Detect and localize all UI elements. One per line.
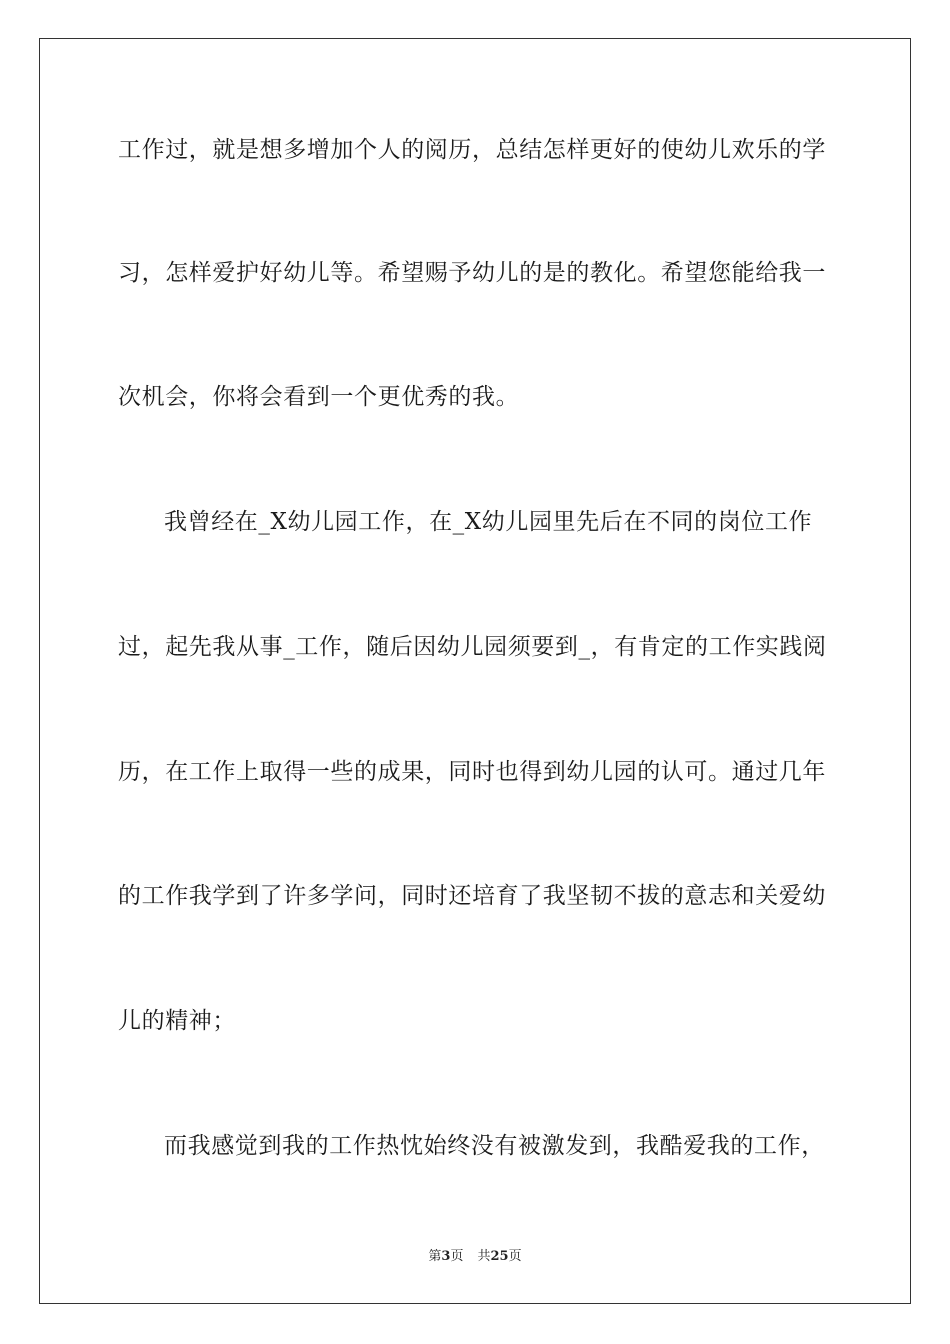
page-footer — [0, 1248, 950, 1266]
total-page-count: 25 — [490, 1249, 509, 1264]
paragraph-line: 的工作我学到了许多学问，同时还培育了我坚韧不拔的意志和关爱幼 — [118, 883, 826, 909]
page-suffix: 页 — [450, 1249, 464, 1264]
paragraph-line: 习，怎样爱护好幼儿等。希望赐予幼儿的是的教化。希望您能给我一 — [118, 260, 826, 286]
total-prefix: 共 — [477, 1249, 491, 1264]
total-suffix: 页 — [508, 1249, 522, 1264]
paragraph-line: 历，在工作上取得一些的成果，同时也得到幼儿园的认可。通过几年 — [118, 759, 826, 785]
paragraph-line: 工作过，就是想多增加个人的阅历，总结怎样更好的使幼儿欢乐的学 — [118, 137, 826, 163]
paragraph-line: 我曾经在_X幼儿园工作，在_X幼儿园里先后在不同的岗位工作 — [164, 509, 813, 535]
paragraph-line: 而我感觉到我的工作热忱始终没有被激发到，我酷爱我的工作， — [164, 1133, 825, 1159]
paragraph-line: 儿的精神； — [118, 1008, 236, 1034]
page-prefix: 第 — [428, 1249, 442, 1264]
paragraph-line: 次机会，你将会看到一个更优秀的我。 — [118, 384, 520, 410]
paragraph-line: 过，起先我从事_工作，随后因幼儿园须要到_，有肯定的工作实践阅 — [118, 634, 827, 660]
page-border — [39, 38, 911, 1304]
current-page-number: 3 — [441, 1249, 451, 1264]
